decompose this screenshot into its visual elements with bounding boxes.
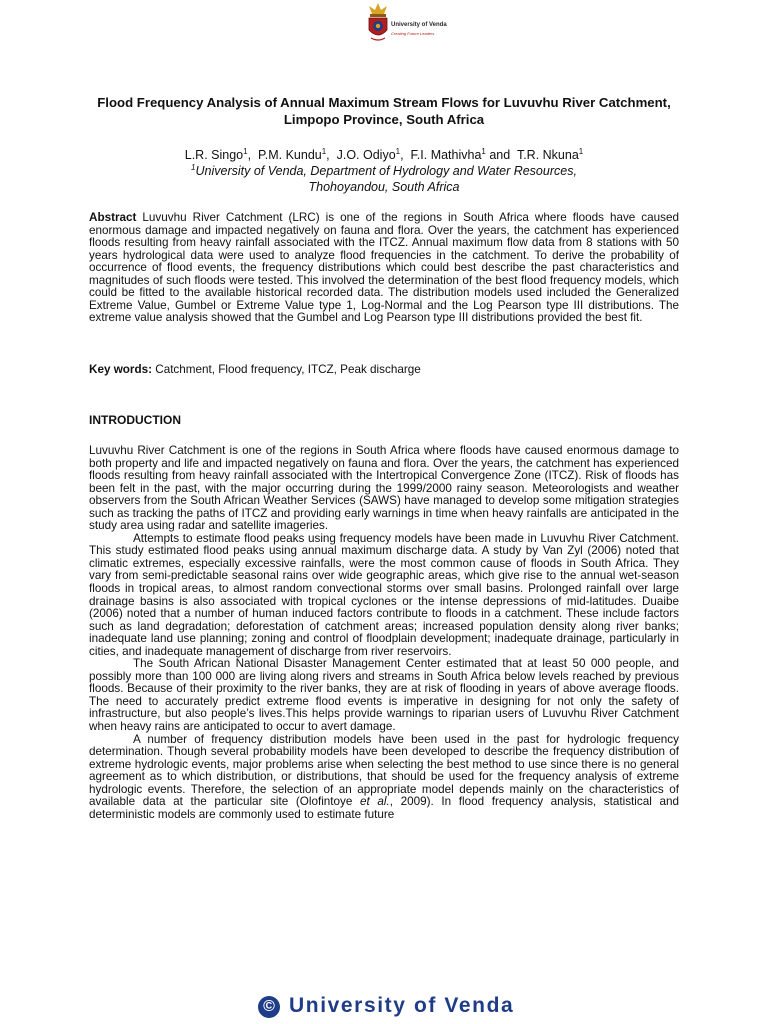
affiliation-department: University of Venda, Department of Hydrology and Water Resources, (195, 164, 577, 178)
author-separator: , (326, 148, 334, 162)
author-name: T.R. Nkuna (516, 148, 579, 162)
author-separator: and (485, 148, 514, 162)
paragraph: Luvuvhu River Catchment is one of the regions in South Africa where floods have caused enormous damage to both property and life and impacted negatively on fauna and flora. Over the years, the catchment has experienced floods resulting from heavy rainfall associated with the Intertropical Convergence Zone (ITCZ). Risk of floods has been felt in the past, with the major occurring during the 1999/2000 rainy season. Meteorologists and weather observers from the South African Weather Services (SAWS) have managed to develop some mitigation strategies such as tracking the paths of ITCZ and providing early warnings in time when heavy rainfalls are anticipated in the study area using radar and satellite imageries. (89, 444, 679, 533)
author-separator: , (247, 148, 255, 162)
author-affiliation-mark: 1 (243, 146, 248, 156)
author-name: F.I. Mathivha (410, 148, 482, 162)
affiliation (80, 163, 688, 195)
introduction-body (89, 445, 679, 821)
university-logo (366, 2, 456, 48)
paragraph: Attempts to estimate flood peaks using frequency models have been made in Luvuvhu River Catchment. This study estimated flood peaks using annual maximum discharge data. A study by Van Zyl (2006) noted that climatic extremes, especially excessive rainfalls, were the most common cause of floods in South Africa. They vary from semi-predictable seasonal rains over wide geographic areas, which give rise to the annual wet-season floods in tropical areas, to almost random convectional storms over small basins. Prolonged rainfall over large drainage basins is also associated with tropical cyclones or the intense depressions of mid-latitudes. Duaibe (2006) noted that a number of human induced factors contribute to floods in a catchment. These include factors such as land degradation; deforestation of catchment areas; increased population density along river banks; inadequate land use planning; zoning and control of floodplain development; inadequate drainage, particularly in cities, and inadequate management of discharge from river reservoirs. (89, 531, 679, 658)
citation-et-al: et al. (360, 795, 390, 809)
author-list (80, 147, 688, 163)
author-affiliation-mark: 1 (578, 146, 584, 156)
author-name: P.M. Kundu (258, 148, 322, 162)
affiliation-line (80, 163, 688, 179)
affiliation-location: Thohoyandou, South Africa (308, 180, 460, 194)
abstract-label: Abstract (89, 211, 137, 224)
author-separator: , (400, 148, 408, 162)
abstract (89, 212, 679, 325)
affiliation-mark: 1 (191, 162, 196, 172)
author-affiliation-mark: 1 (481, 146, 486, 156)
logo-tagline: Creating Future Leaders (391, 31, 435, 36)
keywords (89, 364, 679, 377)
section-heading-introduction: INTRODUCTION (89, 413, 181, 427)
keywords-text: Catchment, Flood frequency, ITCZ, Peak discharge (152, 363, 421, 376)
abstract-text: Luvuvhu River Catchment (LRC) is one of the regions in South Africa where floods have caused enormous damage and impacted negatively on fauna and flora. Over the years, the catchment has experienced floods resulting from heavy rainfall associated with the ITCZ. Annual maximum flow data from 8 stations with 50 years hydrological data were used to analyze flood frequencies in the catchment. To derive the probability of occurrence of flood events, the frequency distributions which could best describe the past characteristics and magnitudes of such floods were tested. This involved the determination of the best flood frequency models, which could be fitted to the available historical recorded data. The distribution models used included the Generalized Extreme Value, Gumbel or Extreme Value type 1, Log-Normal and the Log Pearson type III distributions. The extreme value analysis showed that the Gumbel and Log Pearson type III distributions provided the best fit. (89, 211, 679, 325)
crest-icon (366, 2, 390, 46)
paragraph-text: , 2009). In flood frequency analysis, statistical and deterministic models are commonly used to estimate future (89, 795, 679, 821)
paragraph: The South African National Disaster Management Center estimated that at least 50 000 people, and possibly more than 100 000 are living along rivers and streams in South Africa below levels reached by previous floods. Because of their proximity to the river banks, they are at risk of flooding in years of above average floods. The need to accurately predict extreme flood events is imperative in designing for not only the safety of infrastructure, but also people’s lives.This helps provide warnings to riparian users of Luvuvhu River Catchment when heavy rains are anticipated to occur to avert damage. (89, 657, 679, 734)
paper-title: Flood Frequency Analysis of Annual Maximum Stream Flows for Luvuvhu River Catchment, Limpopo Province, South Africa (97, 95, 671, 127)
author-name: J.O. Odiyo (336, 148, 396, 162)
keywords-label: Key words: (89, 363, 152, 376)
author-affiliation-mark: 1 (395, 146, 401, 156)
author-name: L.R. Singo (184, 148, 244, 162)
logo-name: University of Venda (391, 22, 447, 28)
copyright-icon: © (258, 996, 280, 1018)
footer-university-name: University of Venda (289, 994, 515, 1017)
paragraph (89, 734, 679, 822)
paragraph-text: A number of frequency distribution models have been used in the past for hydrologic frequency determination. Though several probability models have been developed to describe the frequency distribution of extreme hydrologic events, major problems arise when selecting the best method to use since there is no general agreement as to which distribution, or distributions, that should be used for the frequency analysis of extreme hydrologic events. Therefore, the selection of an appropriate model depends mainly on the characteristics of available data at the particular site (Olofintoye (89, 732, 679, 809)
author-affiliation-mark: 1 (321, 146, 327, 156)
